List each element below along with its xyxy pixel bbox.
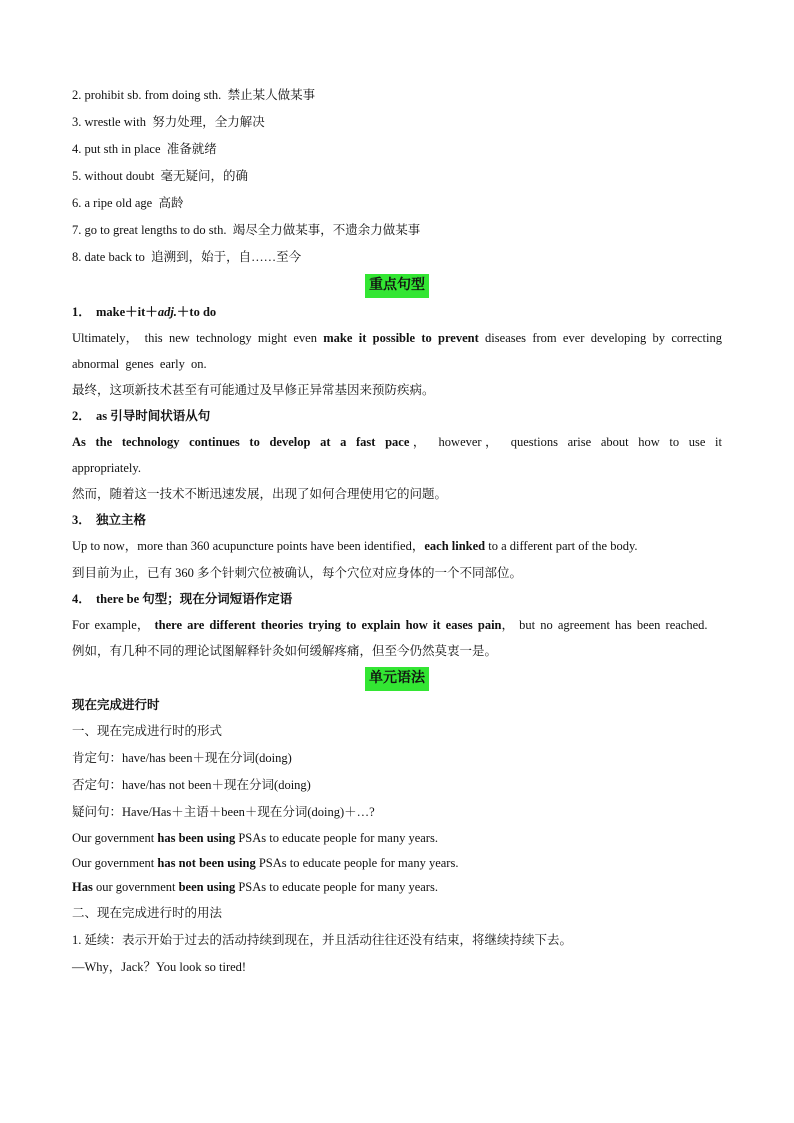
example-text: ， however， questions arise about how to use it appropriately. — [72, 435, 722, 475]
translation: 然而，随着这一技术不断迅速发展，出现了如何合理使用它的问题。 — [72, 487, 448, 501]
translation: 最终，这项新技术甚至有可能通过及早修正异常基因来预防疾病。 — [72, 383, 435, 397]
example-key-phrase: there are different theories trying to explain how it eases pain — [154, 618, 502, 632]
dialogue-line: —Why，Jack？You look so tired! — [72, 959, 247, 974]
sentence-pattern-title — [72, 403, 722, 429]
item-number: 2． — [72, 409, 91, 423]
section-heading-wrap — [72, 664, 722, 692]
section-heading-unit-grammar: 单元语法 — [365, 667, 429, 691]
example-text: PSAs to educate people for many years. — [235, 880, 438, 894]
form-title: 一、现在完成进行时的形式 — [72, 724, 223, 738]
usage-item: 1. 延续：表示开始于过去的活动持续到现在，并且活动往往还没有结束，将继续持续下去。 — [72, 932, 573, 947]
section-heading-wrap — [72, 271, 722, 299]
form-line: 疑问句：Have/Has＋主语＋been＋现在分词(doing)＋…? — [72, 805, 375, 819]
phrase-cn: 努力处理，全力解决 — [152, 115, 265, 129]
example-text: to a different part of the body. — [485, 539, 638, 553]
example-text: diseases from ever developing by correcting abnormal genes early on. — [72, 331, 723, 371]
phrase-en: 3. wrestle with — [72, 115, 146, 129]
translation: 到目前为止，已有 360 多个针刺穴位被确认，每个穴位对应身体的一个不同部位。 — [72, 566, 523, 580]
phrase-item — [72, 190, 722, 217]
phrase-cn: 竭尽全力做某事，不遗余力做某事 — [232, 223, 421, 237]
form-line: 否定句：have/has not been＋现在分词(doing) — [72, 778, 311, 792]
grammar-example — [72, 875, 722, 900]
phrase-list — [72, 82, 722, 271]
example-key-phrase: has not been using — [157, 855, 256, 870]
example-text: Ultimately， this new technology might even — [72, 331, 324, 345]
grammar-subtitle: 现在完成进行时 — [72, 698, 160, 712]
phrase-en: 8. date back to — [72, 250, 145, 264]
translation: 例如，有几种不同的理论试图解释针灸如何缓解疼痛，但至今仍然莫衷一是。 — [72, 644, 498, 658]
example-text: PSAs to educate people for many years. — [235, 831, 438, 845]
sentence-pattern-title — [72, 299, 722, 325]
title-text: there be 句型；现在分词短语作定语 — [96, 592, 293, 606]
phrase-en: 4. put sth in place — [72, 142, 161, 156]
sentence-pattern-title — [72, 507, 722, 533]
usage-title: 二、现在完成进行时的用法 — [72, 905, 223, 920]
example-text: our government — [92, 880, 179, 894]
item-number: 3． — [72, 513, 91, 527]
phrase-en: 5. without doubt — [72, 169, 155, 183]
item-number: 4． — [72, 592, 91, 606]
phrase-cn: 毫无疑问，的确 — [160, 169, 249, 183]
example-text: Our government — [72, 855, 158, 870]
grammar-example — [72, 826, 722, 851]
form-line: 肯定句：have/has been＋现在分词(doing) — [72, 751, 292, 765]
phrase-cn: 准备就绪 — [166, 142, 217, 156]
example-key-phrase: make it possible to prevent — [323, 331, 479, 345]
phrase-item — [72, 109, 722, 136]
example-key-phrase: been using — [178, 880, 236, 894]
example-sentence — [72, 533, 722, 560]
example-key-phrase: Has — [72, 880, 93, 894]
title-text: 独立主格 — [96, 513, 147, 527]
document-page — [72, 82, 722, 981]
example-text: Our government — [72, 831, 158, 845]
phrase-cn: 高龄 — [158, 196, 184, 210]
example-sentence — [72, 325, 722, 377]
example-text: For example， — [72, 618, 155, 632]
title-emphasis: adj. — [157, 305, 177, 319]
example-text: Up to now，more than 360 acupuncture points have been identified， — [72, 539, 425, 553]
phrase-item — [72, 244, 722, 271]
phrase-item — [72, 82, 722, 109]
phrase-cn: 禁止某人做某事 — [227, 88, 316, 102]
title-text: as 引导时间状语从句 — [96, 409, 211, 423]
title-text: make＋it＋ — [96, 305, 158, 319]
phrase-cn: 追溯到，始于，自……至今 — [151, 250, 302, 264]
example-text: ， but no agreement has been reached. — [501, 618, 708, 632]
sentence-pattern-title — [72, 586, 722, 612]
phrase-en: 6. a ripe old age — [72, 196, 153, 210]
title-text: ＋to do — [176, 305, 217, 319]
item-number: 1． — [72, 305, 91, 319]
phrase-en: 2. prohibit sb. from doing sth. — [72, 88, 222, 102]
example-key-phrase: has been using — [157, 831, 236, 845]
example-key-phrase: As the technology continues to develop at a fast pace — [72, 435, 410, 449]
example-key-phrase: each linked — [424, 539, 486, 553]
example-sentence — [72, 612, 722, 638]
grammar-example — [72, 851, 722, 876]
section-heading-key-sentences: 重点句型 — [365, 274, 429, 298]
example-sentence — [72, 429, 722, 481]
phrase-item — [72, 163, 722, 190]
phrase-item — [72, 217, 722, 244]
phrase-en: 7. go to great lengths to do sth. — [72, 223, 227, 237]
example-text: PSAs to educate people for many years. — [255, 855, 459, 870]
phrase-item — [72, 136, 722, 163]
